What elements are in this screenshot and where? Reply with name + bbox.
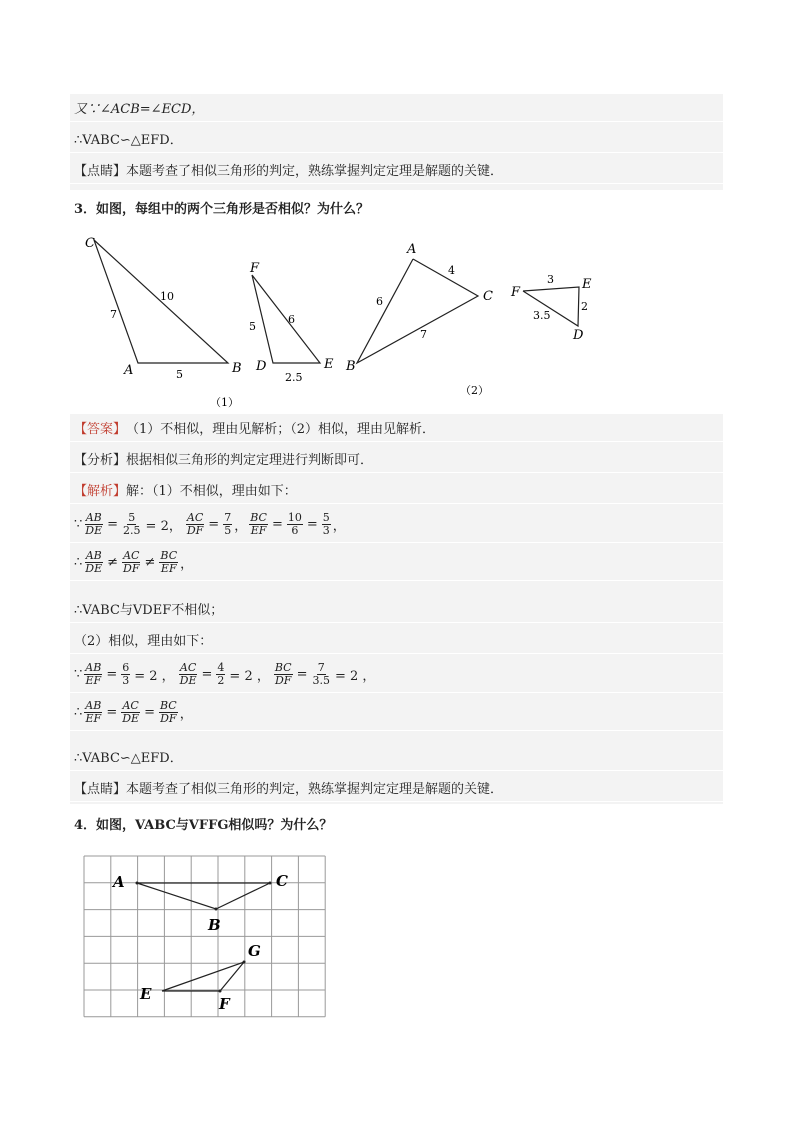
previous-solution-block xyxy=(70,94,723,190)
grid-label-g: G xyxy=(248,942,261,960)
label-a2: A xyxy=(407,242,417,257)
conclusion-line-2: ∴VABC∽△EFD． xyxy=(70,743,723,771)
side-ab2: 6 xyxy=(376,295,383,308)
label-d2: D xyxy=(573,328,584,343)
side-ab: 5 xyxy=(176,368,183,381)
figure-1-caption: （1） xyxy=(210,396,239,409)
label-f: F xyxy=(250,261,260,276)
question-3-title: 3．如图，每组中的两个三角形是否相似？为什么？ xyxy=(74,202,370,217)
question-4-grid-figure xyxy=(80,852,330,1022)
solution-line: ∴VABC∽△EFD． xyxy=(70,125,723,153)
question-4-title: 4．如图，VABC与VFFG相似吗？为什么？ xyxy=(74,818,333,833)
grid-label-f: F xyxy=(219,995,230,1013)
label-c2: C xyxy=(483,289,493,304)
label-e: E xyxy=(324,357,334,372)
label-c: C xyxy=(85,236,95,251)
answer-line: 【答案】 （1）不相似，理由见解析；（2）相似，理由见解析． xyxy=(70,414,723,442)
side-fd2: 3.5 xyxy=(533,309,551,322)
solution-line: 又∵∠ACB=∠ECD， xyxy=(70,94,723,122)
label-f2: F xyxy=(511,285,521,300)
label-a: A xyxy=(124,363,134,378)
ratio-line-3: ∵ $\frac{AB}{EF}$ = $\frac{6}{3}$ = 2 ， $\frac{AC}{DE}$ = $\frac{4}{2}$ = 2 ， $\frac{BC}{DF}$ = $\frac{7}{3.5}$ = 2 ， xyxy=(70,657,723,693)
grid-label-e: E xyxy=(140,985,152,1003)
ratio-line-1: ∵ $\frac{AB}{DE}$ = $\frac{5}{2.5}$ = 2， $\frac{AC}{DF}$ = $\frac{7}{5}$ ， $\frac{BC}{EF}$ = $\frac{10}{6}$ = $\frac{5}{3}$ ， xyxy=(70,507,723,543)
side-fd: 5 xyxy=(249,320,256,333)
side-ed2: 2 xyxy=(581,300,588,313)
figure-2-caption: （2） xyxy=(460,384,489,397)
note-line: 【点睛】 本题考查了相似三角形的判定，熟练掌握判定定理是解题的关键． xyxy=(70,774,723,802)
analysis-line: 【分析】 根据相似三角形的判定定理进行判断即可． xyxy=(70,445,723,473)
side-ca: 7 xyxy=(110,308,117,321)
solution-line: 【解析】 解：（1）不相似，理由如下： xyxy=(70,476,723,504)
side-de: 2.5 xyxy=(285,371,303,384)
side-cb: 10 xyxy=(160,290,174,303)
label-b: B xyxy=(232,361,242,376)
side-fe2: 3 xyxy=(547,273,554,286)
ratio-line-4: ∴ $\frac{AB}{EF}$ = $\frac{AC}{DE}$ = $\frac{BC}{DF}$ ， xyxy=(70,695,723,731)
label-e2: E xyxy=(582,277,592,292)
part-2-line: （2）相似，理由如下： xyxy=(70,626,723,654)
grid-label-b: B xyxy=(208,916,221,934)
conclusion-line-1: ∴VABC与VDEF不相似； xyxy=(70,595,723,623)
label-d: D xyxy=(256,359,267,374)
solution-note: 【点睛】 本题考查了相似三角形的判定，熟练掌握判定定理是解题的关键． xyxy=(70,156,723,184)
label-b2: B xyxy=(346,359,356,374)
side-bc2: 7 xyxy=(420,328,427,341)
ratio-line-2: ∴ $\frac{AB}{DE}$ ≠ $\frac{AC}{DF}$ ≠ $\frac{BC}{EF}$ ， xyxy=(70,545,723,581)
grid-label-a: A xyxy=(113,873,125,891)
side-fe: 6 xyxy=(288,313,295,326)
side-ac2: 4 xyxy=(448,264,455,277)
grid-label-c: C xyxy=(276,872,288,890)
question-3-figure xyxy=(70,230,630,410)
question-3-solution xyxy=(70,414,723,804)
